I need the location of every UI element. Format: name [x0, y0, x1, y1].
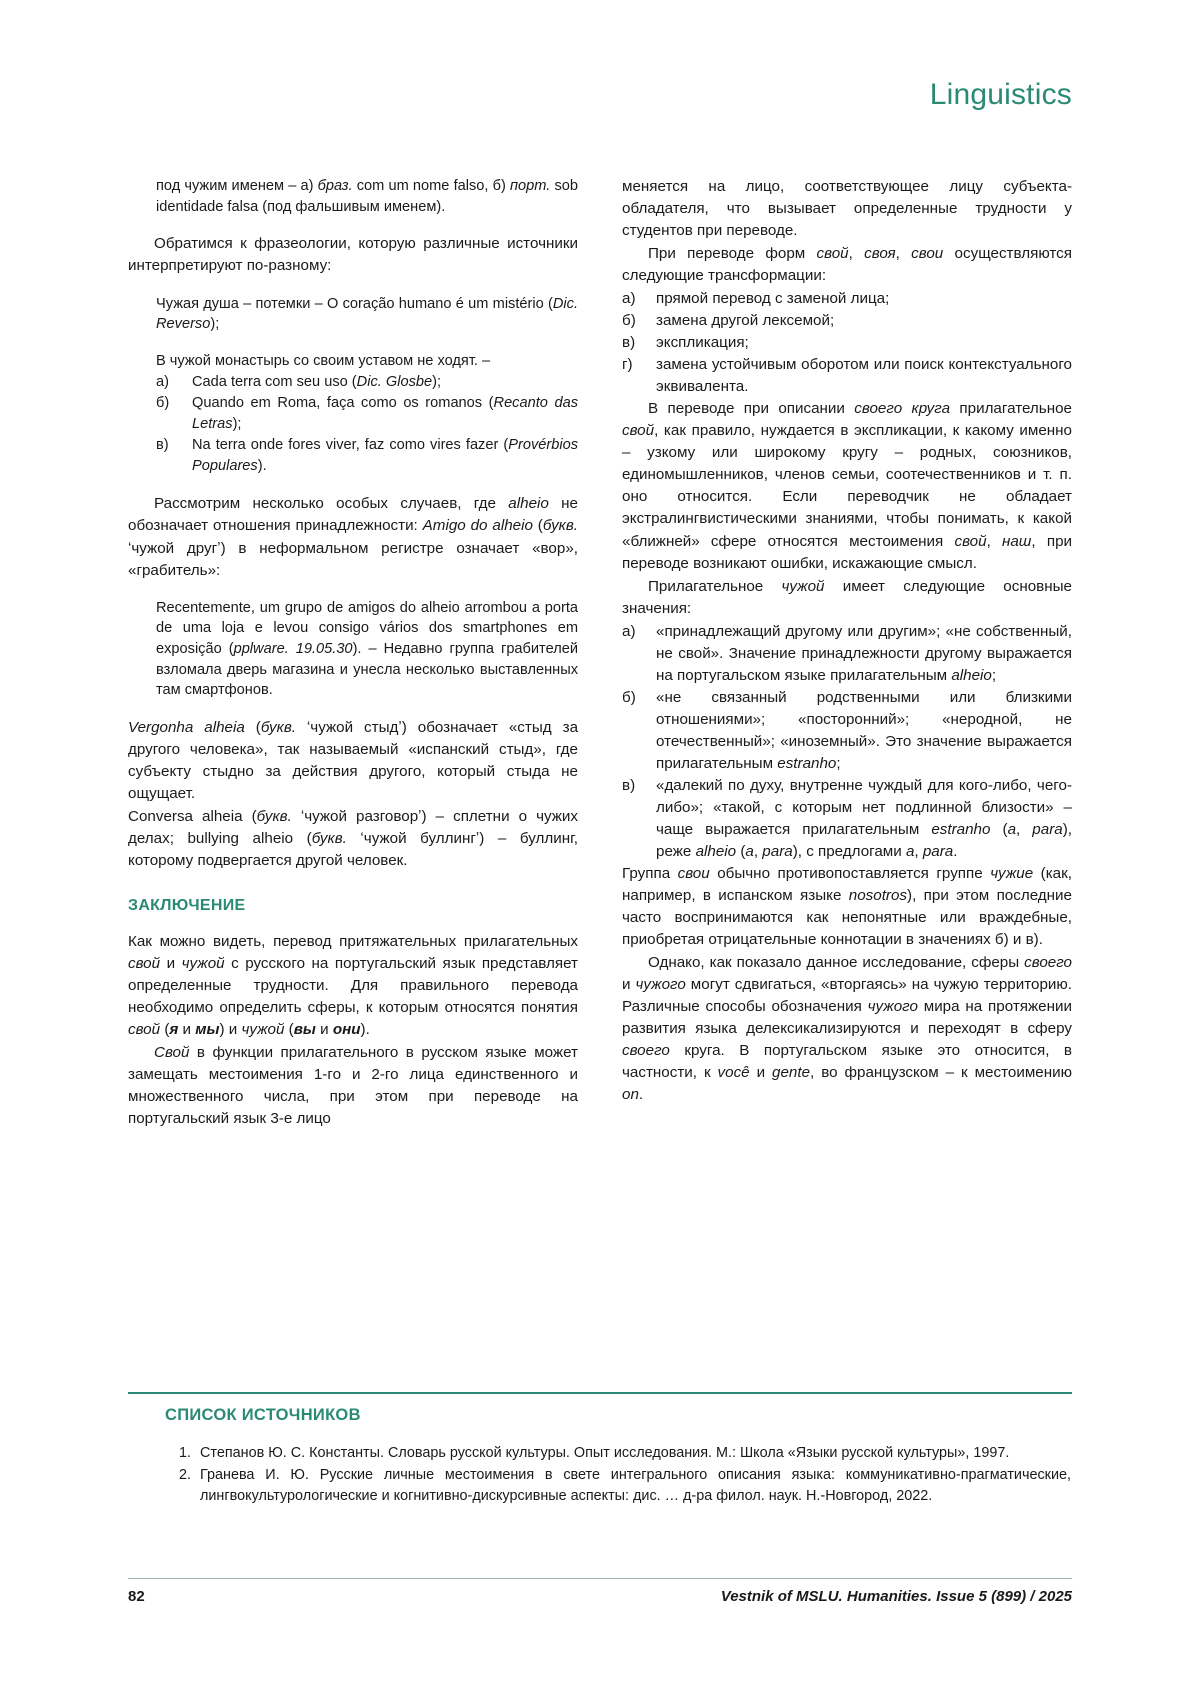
- list-item: [622, 621, 1072, 687]
- list-marker: а): [156, 373, 169, 390]
- list-text: «принадлежащий другому или другим»; «не собственный, не свой». Значение принадлежности другому выражается на португальском языке прилагательным alheio;: [656, 622, 1072, 684]
- list-item: [622, 332, 1072, 354]
- quote-block-4: Recentemente, um grupo de amigos do alheio arrombou a porta de uma loja e levou consigo vários dos smartphones em exposição (pplware. 19.05.30). – Недавно группа грабителей взломала дверь магазина и унесла несколько выставленных там смартфонов.: [156, 599, 578, 699]
- two-column-body: [128, 176, 1072, 1131]
- quote-block-1: под чужим именем – а) браз. com um nome falso, б) порт. sob identidade falsa (под фальшивым именем).: [156, 178, 578, 215]
- list-text: «не связанный родственными или близкими отношениями»; «посторонний»; «неродной, не отечественный»; «иноземный». Это значение выражается прилагательным estranho;: [656, 688, 1072, 772]
- list-marker: а): [622, 622, 636, 640]
- reference-number: 2.: [178, 1467, 191, 1484]
- quote-block-2: Чужая душа – потемки – O coração humano é um mistério (Dic. Reverso);: [156, 295, 578, 333]
- list-text: Cada terra com seu uso (Dic. Glosbe);: [192, 373, 442, 390]
- list-marker: в): [622, 776, 636, 794]
- paragraph-chuzhoy-meanings-intro: Прилагательное чужой имеет следующие основные значения:: [622, 577, 1072, 617]
- paragraph-vergonha-alheia: Vergonha alheia (букв. ʻчужой стыдʼ) обозначает «стыд за другого человека», так называемый «испанский стыд», где субъекту стыдно за действия другого, который стыда не ощущает.: [128, 719, 579, 803]
- list-item: [622, 288, 1072, 310]
- reference-number: 1.: [178, 1445, 191, 1461]
- list-item: [156, 393, 578, 435]
- list-marker: в): [622, 334, 636, 352]
- paragraph-conclusion-2: Свой в функции прилагательного в русском языке может замещать местоимения 1-го и 2-го лица единственного и множественного числа, при этом при переводе на португальский язык 3-е лицо: [128, 1043, 578, 1127]
- paragraph-continuation: меняется на лицо, соответствующее лицу субъекта-обладателя, что вызывает определенные трудности у студентов при переводе.: [622, 178, 1072, 240]
- right-column: [622, 176, 1072, 1131]
- heading-conclusion: ЗАКЛЮЧЕНИЕ: [128, 897, 246, 915]
- paragraph-transformations-intro: При переводе форм свой, своя, свои осуществляются следующие трансформации:: [622, 245, 1072, 285]
- list-text: замена устойчивым оборотом или поиск контекстуального эквивалента.: [656, 356, 1072, 396]
- chuzhoy-meanings-list: [622, 621, 1072, 863]
- list-marker: а): [622, 290, 636, 308]
- list-item: [622, 354, 1072, 398]
- list-text: прямой перевод с заменой лица;: [656, 290, 890, 308]
- list-item: [622, 687, 1072, 775]
- list-marker: в): [156, 437, 169, 454]
- paragraph-svoi-chuzhie: Группа свои обычно противопоставляется группе чужие (как, например, в испанском языке nosotros), при этом последние часто воспринимаются как непонятные или враждебные, приобретая отрицательные коннотации в значениях б) и в).: [622, 864, 1072, 949]
- quote-list-monastery: [156, 372, 578, 478]
- footer-journal-title: Vestnik of MSLU. Humanities. Issue 5 (899) / 2025: [720, 1588, 1072, 1605]
- references-heading: СПИСОК ИСТОЧНИКОВ: [165, 1406, 361, 1424]
- paragraph-conclusion-1: Как можно видеть, перевод притяжательных прилагательных свой и чужой с русского на португальский язык представляет определенные трудности. Для правильного перевода необходимо определить сферы, к которым относятся понятия свой (я и мы) и чужой (вы и они).: [128, 932, 578, 1038]
- quote-block-3-lead: В чужой монастырь со своим уставом не ходят. –: [156, 352, 491, 369]
- list-text: «далекий по духу, внутренне чуждый для кого-либо, чего-либо»; «такой, с которым нет подлинной близости» – чаще выражается прилагательным estranho (a, para), реже alheio (a, para), с предлогами a, para.: [656, 776, 1072, 860]
- reference-item: [165, 1465, 1071, 1506]
- transformations-list: [622, 288, 1072, 398]
- list-item: [156, 372, 578, 393]
- references-divider: [128, 1392, 1072, 1394]
- paragraph-final: Однако, как показало данное исследование, сферы своего и чужого могут сдвигаться, «вторгаясь» на чужую территорию. Различные способы обозначения чужого мира на протяжении развития языка делексикализируются и переходят в сферу своего круга. В португальском языке это относится, в частности, к você и gente, во французском – к местоимению on.: [622, 954, 1072, 1104]
- reference-text: Степанов Ю. С. Константы. Словарь русской культуры. Опыт исследования. М.: Школа «Языки русской культуры», 1997.: [200, 1445, 1010, 1461]
- paragraph-conversa-alheia: Conversa alheia (букв. ʻчужой разговорʼ) – сплетни о чужих делах; bullying alheio (букв. ʻчужой буллингʼ) – буллинг, которому подвергается другой человек.: [128, 808, 578, 870]
- list-text: экспликация;: [656, 334, 749, 352]
- paragraph-alheio-cases: Рассмотрим несколько особых случаев, где alheio не обозначает отношения принадлежности: Amigo do alheio (букв. ʻчужой другʼ) в неформальном регистре означает «вор», «грабитель»:: [128, 495, 578, 579]
- list-item: [622, 310, 1072, 332]
- references-list: [165, 1443, 1071, 1508]
- reference-text: Гранева И. Ю. Русские личные местоимения в свете интегрального описания языка: коммуникативно-прагматические, лингвокультурологические и когнитивно-дискурсивные аспекты: дис. … д-ра филол. наук. Н.-Новгород, 2022.: [200, 1467, 1071, 1504]
- left-column: [128, 176, 578, 1131]
- paragraph-svoy-krug: В переводе при описании своего круга прилагательное свой, как правило, нуждается в экспликации, к какому именно – узкому или широкому кругу – родных, союзников, единомышленников, членов семьи, соотечественников и т. п. оно относится. Если переводчик не обладает экстралингвистическими знаниями, чтобы понимать, к какой «ближней» сфере относятся местоимения свой, наш, при переводе возникают ошибки, искажающие смысл.: [622, 400, 1072, 572]
- list-text: Na terra onde fores viver, faz como vires fazer (Provérbios Populares).: [192, 437, 578, 475]
- list-text: замена другой лексемой;: [656, 312, 835, 330]
- list-marker: б): [622, 688, 636, 706]
- list-text: Quando em Roma, faça como os romanos (Recanto das Letras);: [192, 394, 578, 432]
- list-item: [156, 435, 578, 477]
- footer-divider: [128, 1578, 1072, 1579]
- list-marker: б): [622, 312, 636, 330]
- paragraph-phraseology-intro: Обратимся к фразеологии, которую различные источники интерпретируют по-разному:: [128, 235, 578, 275]
- list-marker: г): [622, 356, 633, 374]
- reference-item: [165, 1443, 1071, 1463]
- list-item: [622, 775, 1072, 863]
- footer-page-number: 82: [128, 1588, 145, 1605]
- list-marker: б): [156, 394, 170, 411]
- page-header-section: Linguistics: [929, 78, 1072, 111]
